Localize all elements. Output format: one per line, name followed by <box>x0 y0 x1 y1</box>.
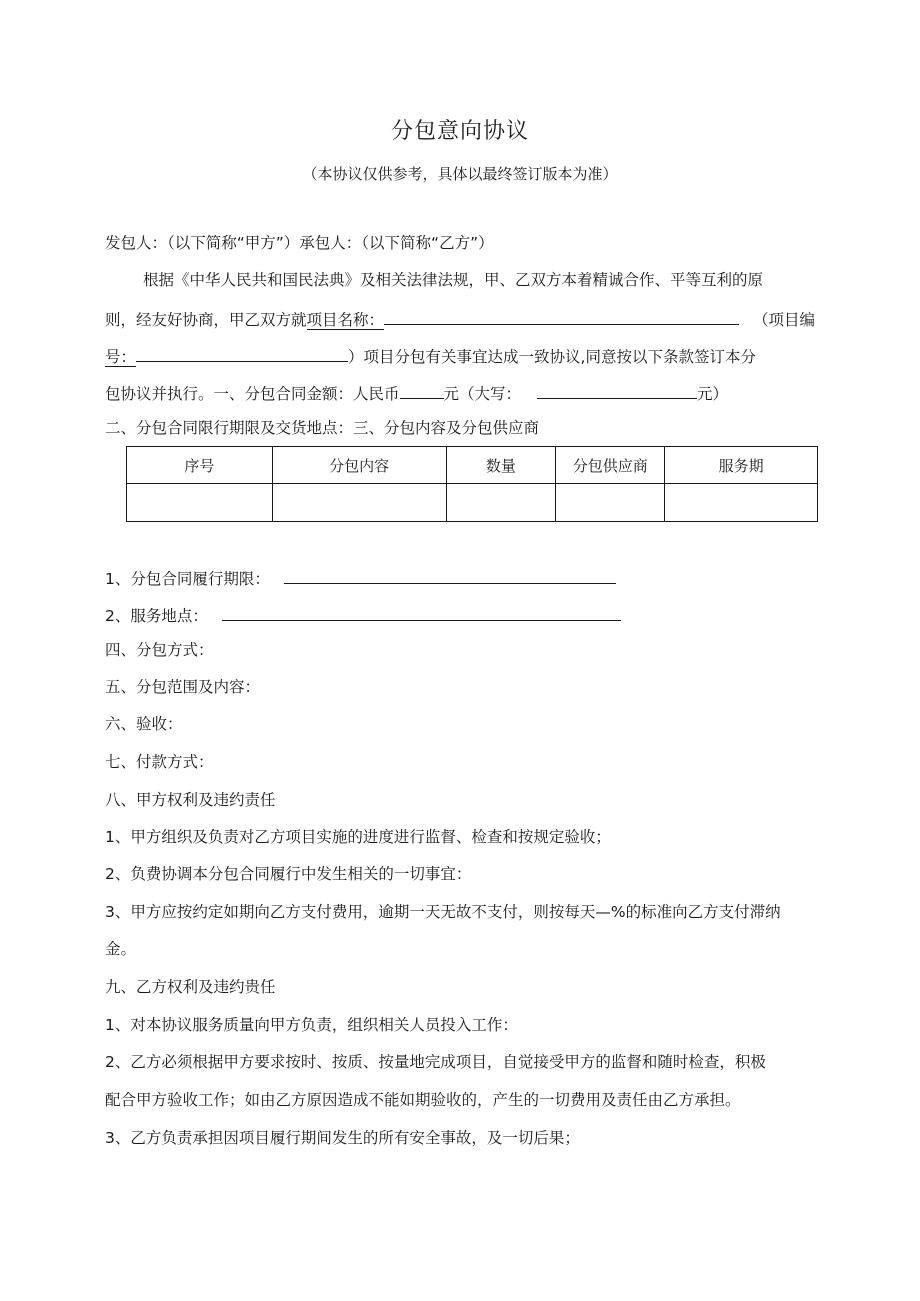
intro-line-2-prefix: 则，经友好协商，甲乙双方就 <box>105 311 307 329</box>
section-8-item-2: 2、负费协调本分包合同履行中发生相关的一切事宜： <box>105 865 472 883</box>
subcontract-table <box>126 446 818 522</box>
section-9-item-1: 1、对本协议服务质量向甲方负责，组织相关人员投入工作： <box>105 1016 518 1034</box>
project-name-blank[interactable] <box>384 307 739 325</box>
parties-line: 发包人：（以下简称“甲方”）承包人：（以下简称“乙方”） <box>105 234 494 252</box>
amount-end: 元） <box>697 385 729 403</box>
section-5: 五、分包范围及内容： <box>105 678 261 696</box>
intro-line-3 <box>105 344 756 367</box>
project-number-blank[interactable] <box>136 344 348 362</box>
project-name-label: 项目名称： <box>306 311 385 329</box>
table-row <box>127 484 818 522</box>
section-9-item-2b: 配合甲方验收工作；如由乙方原因造成不能如期验收的，产生的一切费用及责任由乙方承担。 <box>105 1091 741 1109</box>
intro-line-2-suffix: （项目编 <box>753 311 816 329</box>
term-blank[interactable] <box>284 566 616 584</box>
cell-seq[interactable] <box>127 484 273 522</box>
cell-quantity[interactable] <box>446 484 556 522</box>
intro-line-4 <box>105 381 728 404</box>
amount-blank[interactable] <box>400 381 444 399</box>
term-label: 1、分包合同履行期限： <box>105 570 270 588</box>
document-title: 分包意向协议 <box>390 119 529 144</box>
intro-line-2 <box>105 307 815 330</box>
intro-line-1: 根据《中华人民共和国民法典》及相关法律法规，甲、乙双方本着精诚合作、平等互利的原 <box>143 271 764 289</box>
place-blank[interactable] <box>222 603 621 621</box>
section-8-item-3b: 金。 <box>105 940 137 958</box>
project-number-label: 号： <box>105 348 137 366</box>
section-9: 九、乙方权利及违约贵任 <box>105 978 276 996</box>
header-quantity: 数量 <box>446 447 556 484</box>
intro-line-4-text: 包协议并执行。一、分包合同金额：人民币 <box>105 385 400 403</box>
table-header-row <box>127 447 818 484</box>
header-supplier: 分包供应商 <box>556 447 665 484</box>
header-seq: 序号 <box>127 447 273 484</box>
cell-service-period[interactable] <box>665 484 818 522</box>
section-7: 七、付款方式： <box>105 753 214 771</box>
document-subtitle: （本协议仅供参考，具体以最终签订版本为准） <box>302 165 618 183</box>
place-label: 2、服务地点： <box>105 607 208 625</box>
section-9-item-3: 3、乙方负责承担因项目履行期间发生的所有安全事故，及一切后果； <box>105 1129 580 1147</box>
place-line <box>105 603 621 626</box>
section-8-item-3a: 3、甲方应按约定如期向乙方支付费用，逾期一天无故不支付，则按每天—%的标准向乙方支付滞纳 <box>105 903 781 921</box>
term-line <box>105 566 616 589</box>
section-4: 四、分包方式： <box>105 641 214 659</box>
section-9-item-2a: 2、乙方必须根据甲方要求按时、按质、按量地完成项目，自觉接受甲方的监督和随时检查，积极 <box>105 1053 766 1071</box>
amount-words-blank[interactable] <box>537 381 697 399</box>
amount-yuan: 元（大写： <box>443 385 522 403</box>
section-6: 六、验收： <box>105 715 183 733</box>
section-8: 八、甲方权利及违约责任 <box>105 791 276 809</box>
section-8-item-1: 1、甲方组织及负责对乙方项目实施的进度进行监督、检查和按规定验收； <box>105 828 611 846</box>
section-2-3: 二、分包合同限行期限及交货地点：三、分包内容及分包供应商 <box>105 419 540 437</box>
intro-line-3-suffix: ）项目分包有关事宜达成一致协议,同意按以下条款签订本分 <box>348 348 756 366</box>
cell-supplier[interactable] <box>556 484 665 522</box>
cell-content[interactable] <box>272 484 446 522</box>
header-content: 分包内容 <box>272 447 446 484</box>
header-service-period: 服务期 <box>665 447 818 484</box>
